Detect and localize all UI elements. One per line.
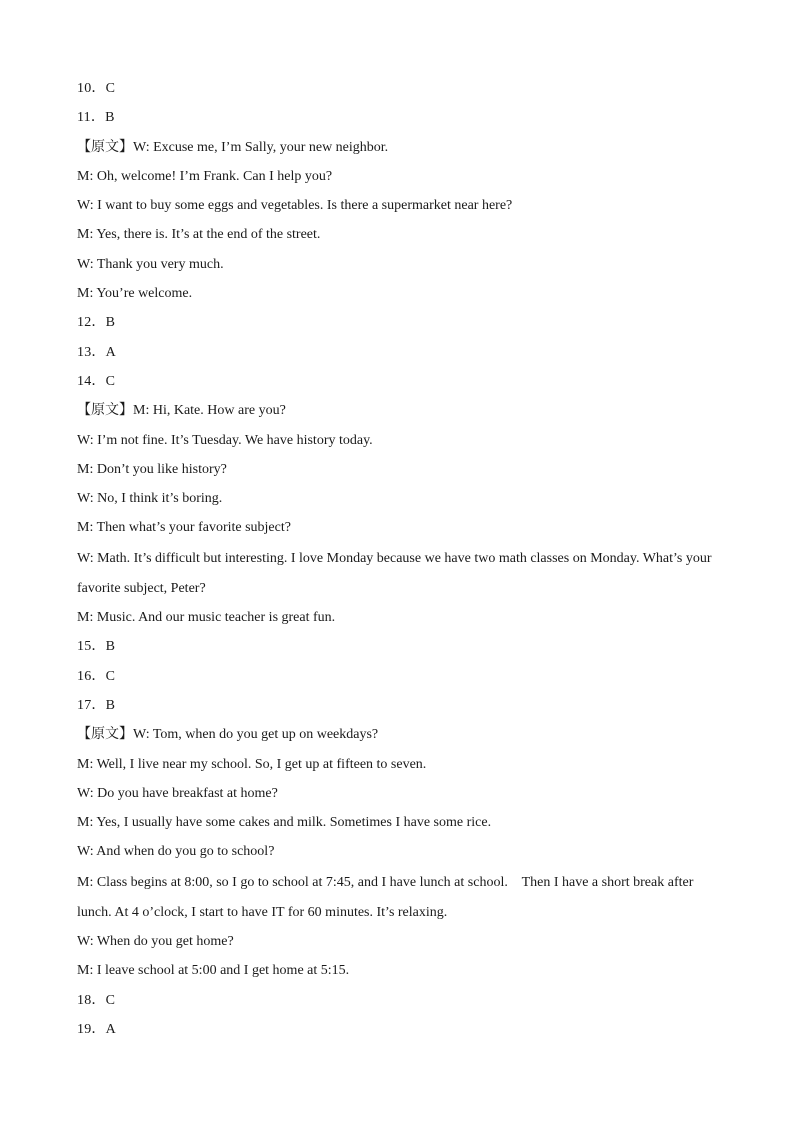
answer-transcript-page (77, 74, 727, 1044)
transcript-line: M: Class begins at 8:00, so I go to school at 7:45, and I have lunch at school. Then I have a short break after (77, 874, 694, 890)
answer-17: 17．B (77, 697, 116, 713)
answer-15: 15．B (77, 639, 116, 655)
transcript-line: W: I’m not fine. It’s Tuesday. We have history today. (77, 432, 373, 448)
transcript-line: 【原文】W: Excuse me, I’m Sally, your new neighbor. (77, 139, 389, 155)
transcript-line: M: Don’t you like history? (77, 461, 227, 477)
transcript-line: W: And when do you go to school? (77, 844, 275, 860)
transcript-line: W: Math. It’s difficult but interesting. I love Monday because we have two math classes on Monday. What’s your (77, 550, 712, 566)
transcript-line: M: I leave school at 5:00 and I get home at 5:15. (77, 963, 350, 979)
transcript-line: 【原文】W: Tom, when do you get up on weekdays? (77, 727, 379, 743)
transcript-line: W: Do you have breakfast at home? (77, 785, 278, 801)
answer-13: 13．A (77, 344, 116, 360)
answer-12: 12．B (77, 315, 116, 331)
answer-10: 10．C (77, 81, 116, 96)
transcript-line: 【原文】M: Hi, Kate. How are you? (77, 403, 286, 419)
answer-11: 11．B (77, 110, 115, 126)
transcript-line: M: Yes, I usually have some cakes and milk. Sometimes I have some rice. (77, 815, 492, 831)
answer-19: 19．A (77, 1021, 116, 1037)
transcript-line: M: Music. And our music teacher is great fun. (77, 610, 336, 626)
answer-18: 18．C (77, 992, 116, 1008)
transcript-line: W: I want to buy some eggs and vegetables. Is there a supermarket near here? (77, 198, 513, 214)
transcript-line: favorite subject, Peter? (77, 580, 206, 596)
transcript-line: W: Thank you very much. (77, 256, 224, 272)
transcript-line: W: When do you get home? (77, 934, 234, 950)
transcript-line: M: You’re welcome. (77, 286, 193, 302)
transcript-line: M: Then what’s your favorite subject? (77, 520, 291, 536)
transcript-line: W: No, I think it’s boring. (77, 491, 223, 507)
transcript-line: M: Well, I live near my school. So, I get up at fifteen to seven. (77, 756, 427, 772)
answer-16: 16．C (77, 668, 116, 684)
transcript-line: M: Yes, there is. It’s at the end of the street. (77, 227, 321, 243)
transcript-line: lunch. At 4 o’clock, I start to have IT for 60 minutes. It’s relaxing. (77, 904, 448, 920)
transcript-line: M: Oh, welcome! I’m Frank. Can I help you? (77, 168, 333, 184)
answer-14: 14．C (77, 373, 116, 389)
